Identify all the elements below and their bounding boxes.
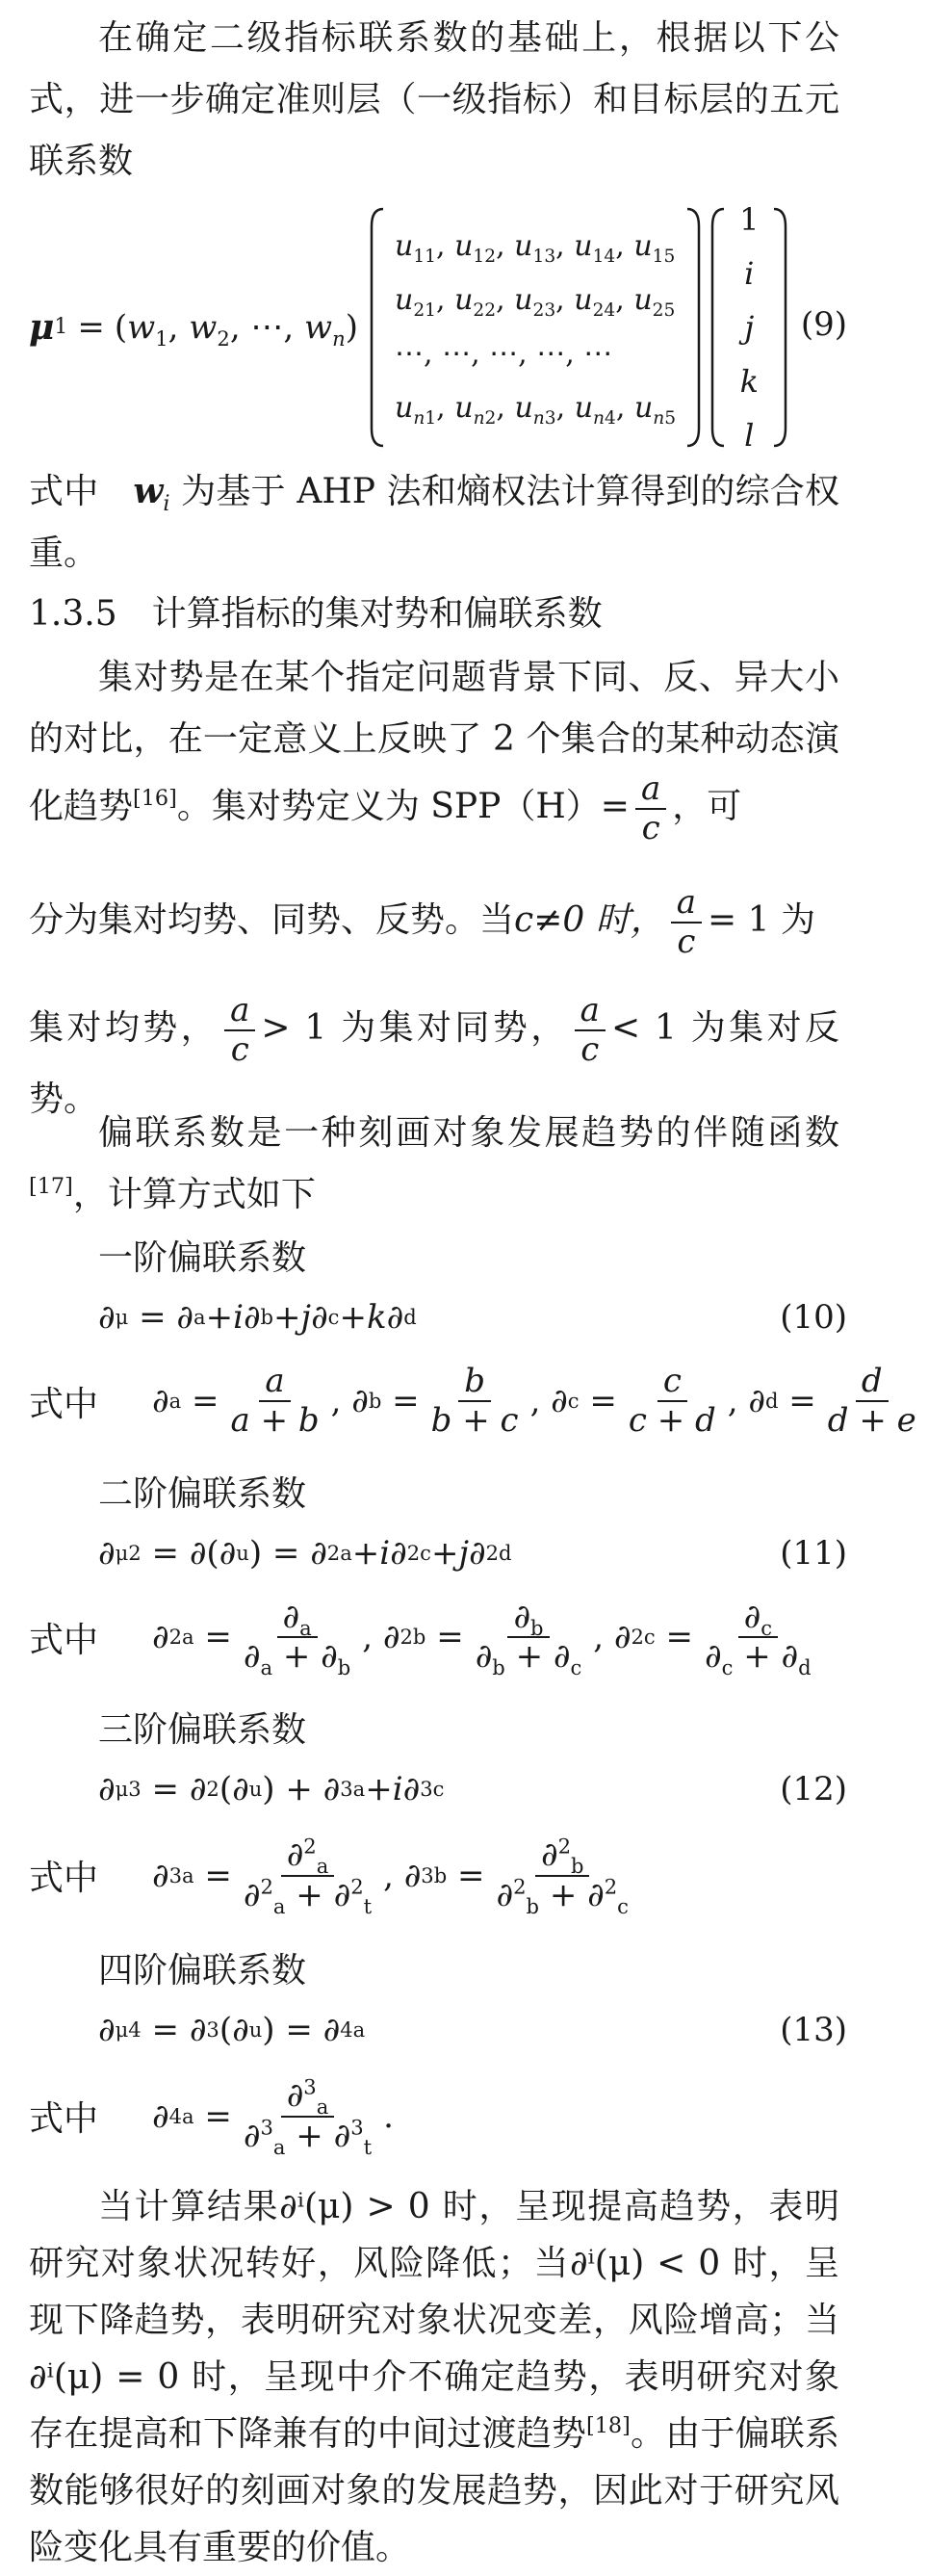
weight-sub: i [163,491,170,517]
p5c: < 1 为集对反势。 [29,1008,839,1120]
p6a: 偏联系数是一种刻画对象发展趋势的伴随函数 [98,1113,839,1153]
shizhong-label: 式中 [29,1384,99,1424]
equation-10: ∂ μ = ∂ a + i ∂ b + j ∂ c + k ∂ d (10) [98,1298,847,1337]
p7b: 。由于偏联系数能够很好的刻画对象的发展趋势，因此对于研究风险变化具有重要的价值。 [29,2414,839,2567]
equation-number: (12) [780,1770,847,1808]
equation-number: (13) [780,2011,847,2049]
second-order-heading: 二阶偏联系数 [98,1474,307,1514]
p3b: 。集对势定义为 SPP（H）= [176,787,630,827]
equation-number: (11) [780,1534,847,1573]
fourth-order-heading: 四阶偏联系数 [98,1951,307,1991]
partial-connection-intro [0,1103,866,1226]
third-order-heading: 三阶偏联系数 [98,1710,307,1750]
intro-paragraph: 在确定二级指标联系数的基础上，根据以下公式，进一步确定准则层（一级指标）和目标层的五元联系数 [29,18,839,181]
shizhong-label: 式中 [29,1620,99,1660]
equation-number: (10) [780,1298,847,1337]
p3c: ，可 [672,787,742,827]
section-heading: 1.3.5 计算指标的集对势和偏联系数 [29,594,603,634]
classification-line-1 [0,884,866,961]
p5b: > 1 为集对同势， [261,1008,569,1049]
fraction-a-over-c: $\frac{a}{c}$ [635,770,666,847]
p3a: 集对势是在某个指定问题背景下同、反、异大小的对比，在一定意义上反映了 2 个集合的某种动态演化趋势 [29,658,839,827]
shizhong-label: 式中 [29,472,99,511]
weight-var: w [133,471,164,511]
equation-13-definitions: 式中 ∂ 4 a = $\frac{\partial^3_a}{\partial^3_a + \partial^3_t}$ . [29,2075,394,2159]
ref-18: [18] [586,2413,631,2438]
equation-11: ∂ μ 2 = ∂(∂ u ) = ∂ 2 a + i ∂ 2 c + j ∂ 2 d (11) [98,1534,847,1573]
equation-11-definitions: 式中 ∂ 2 a = $\frac{\partial_a}{\partial_a + \partial_b}$ , ∂ 2 b = $\frac{\partial_b}{\partial_b + \partial_c}$ , ∂ 2 c = $\frac{\partial_c}{\partial_c + \partial_d}$ [29,1597,812,1679]
fraction-a-over-c-3: $\frac{a}{c}$ [224,992,255,1069]
equation-number: (9) [800,305,847,344]
fraction-a-over-c-2: $\frac{a}{c}$ [671,884,702,961]
weight-explanation [0,460,866,585]
equation-13: ∂ μ 4 = ∂ 3 (∂ u ) = ∂ 4 a (13) [98,2011,847,2049]
equation-9: μ 1 = ($w_1$, $w_2$, ⋯, $w_n$) $u_{11}$, $u_{12}$, $u_{13}$, $u_{14}$, $u_{15}$ $u_{21}$, $u_{22}$, $u_{23}$, $u_{24}$, $u_{25}$ ⋯, ⋯, ⋯, ⋯, ⋯ $u_{n1}$, $u_{n2}$, $u_{n3}$, $u_{n4}$, $u_{n5}$ 1 i j k l (9) [29,201,847,454]
p7: 当计算结果∂ⁱ(μ) > 0 时，呈现提高趋势，表明研究对象状况转好，风险降低；当∂ⁱ(μ) < 0 时，呈现下降趋势，表明研究对象状况变差，风险增高；当∂ⁱ(μ) = 0 时，呈现中介不确定趋势，表明研究对象存在提高和下降兼有的中间过渡趋势 [29,2187,839,2454]
p6b: ，计算方式如下 [72,1175,316,1214]
shizhong-label: 式中 [29,1859,99,1898]
ref-17: [17] [29,1174,73,1199]
equation-12-definitions: 式中 ∂ 3 a = $\frac{\partial^2_a}{\partial^2_a + \partial^2_t}$ , ∂ 3 b = $\frac{\partial^2_b}{\partial^2_b + \partial^2_c}$ [29,1834,629,1918]
p4c: = 1 为 [707,900,815,941]
fraction-a-over-c-4: $\frac{a}{c}$ [575,992,606,1069]
ref-16: [16] [133,786,177,812]
shizhong-label: 式中 [29,2099,99,2139]
weight-text: 为基于 AHP 法和熵权法计算得到的综合权重。 [29,472,839,573]
p4a: 分为集对均势、同势、反势。当 [29,900,515,941]
equation-10-definitions: 式中 ∂ a = $\frac{a}{a + b}$ , ∂ b = $\frac{b}{b + c}$ , ∂ c = $\frac{c}{c + d}$ , ∂ d = $\frac{d}{d + e}$ [29,1361,916,1440]
first-order-heading: 一阶偏联系数 [98,1238,307,1278]
p4b: c≠0 时， [514,900,665,941]
conclusion-paragraph [0,2178,866,2576]
equation-12: ∂ μ 3 = ∂ 2 (∂ u ) + ∂ 3 a + i ∂ 3 c (12) [98,1770,847,1808]
set-pair-potential-paragraph [0,647,866,847]
p5a: 集对均势， [29,1008,219,1049]
